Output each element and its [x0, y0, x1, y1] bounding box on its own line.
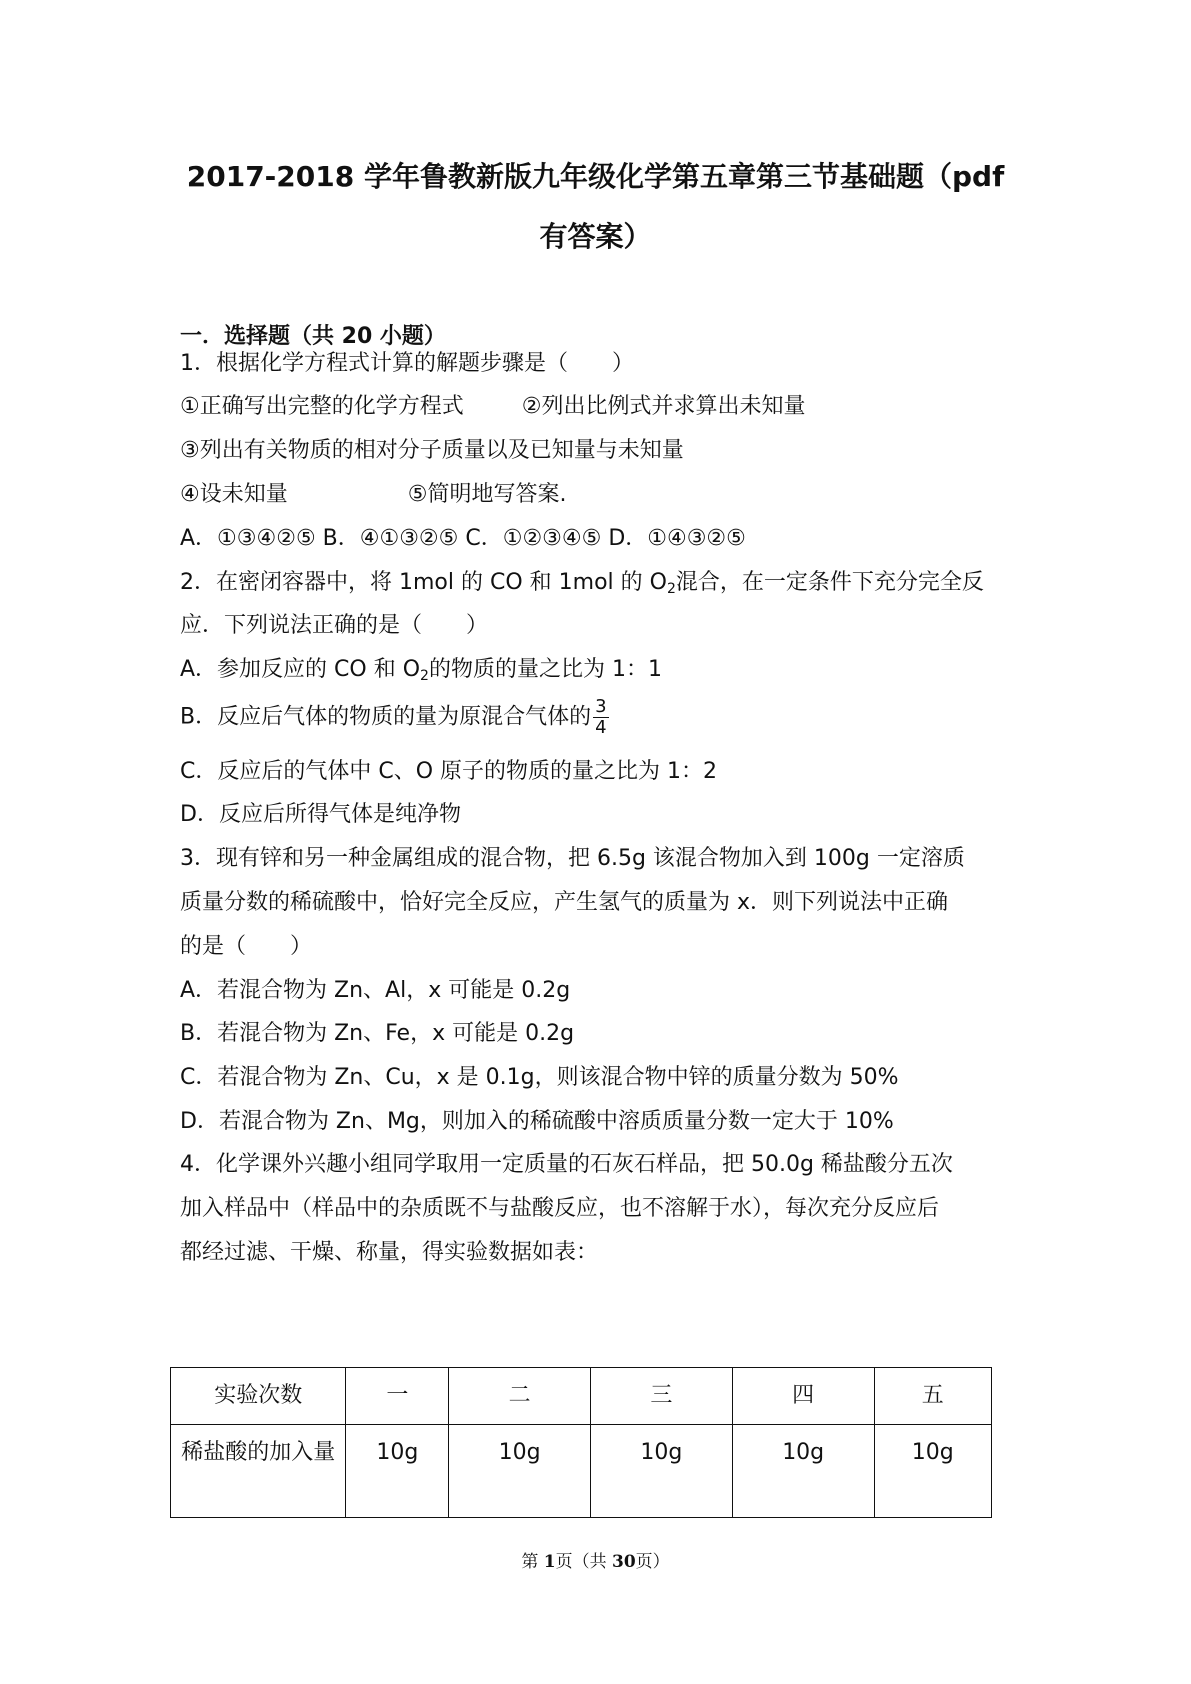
step-1: ①正确写出完整的化学方程式 [180, 394, 464, 419]
table-header-cell: 二 [449, 1368, 591, 1425]
q2-stem-part-a: 2．在密闭容器中，将 1mol 的 CO 和 1mol 的 O [180, 570, 667, 595]
table-cell: 10g [346, 1425, 449, 1518]
q2-a-pre: A．参加反应的 CO 和 O [180, 657, 421, 682]
question-2-option-d: D．反应后所得气体是纯净物 [180, 802, 461, 827]
q2-stem-part-b: 混合，在一定条件下充分完全反 [675, 570, 984, 595]
question-3-option-d: D．若混合物为 Zn、Mg，则加入的稀硫酸中溶质质量分数一定大于 10% [180, 1109, 894, 1134]
table-header-cell: 实验次数 [171, 1368, 346, 1425]
question-3-stem-line1: 3．现有锌和另一种金属组成的混合物，把 6.5g 该混合物加入到 100g 一定溶质 [180, 846, 965, 871]
subscript-2: 2 [666, 581, 676, 597]
fraction-numerator: 3 [595, 696, 607, 717]
table-row [171, 1425, 992, 1518]
footer-total-pages: 30 [611, 1552, 636, 1572]
question-4-stem-line1: 4．化学课外兴趣小组同学取用一定质量的石灰石样品，把 50.0g 稀盐酸分五次 [180, 1152, 953, 1177]
fraction-three-quarters [593, 697, 608, 738]
question-1-steps-row1 [180, 389, 805, 420]
table-cell: 10g [591, 1425, 733, 1518]
table-cell: 10g [874, 1425, 991, 1518]
fraction-denominator: 4 [595, 717, 607, 738]
step-2: ②列出比例式并求算出未知量 [521, 394, 806, 419]
question-2-option-b [180, 697, 609, 738]
step-5: ⑤简明地写答案. [407, 482, 567, 507]
question-1-options: A．①③④②⑤ B．④①③②⑤ C．①②③④⑤ D．①④③②⑤ [180, 526, 746, 551]
page-footer [0, 1547, 1191, 1572]
question-2-option-a [180, 652, 662, 684]
question-3-stem-line3: 的是（ ） [180, 934, 313, 959]
question-2-stem-line1 [180, 565, 984, 597]
footer-pre: 第 [521, 1552, 544, 1572]
footer-page-number: 1 [543, 1552, 556, 1572]
footer-mid: 页（共 [555, 1552, 612, 1572]
document-title-line1: 2017-2018 学年鲁教新版九年级化学第五章第三节基础题（pdf [186, 160, 1005, 193]
table-cell: 10g [732, 1425, 874, 1518]
footer-post: 页） [635, 1552, 670, 1572]
table-row-label: 稀盐酸的加入量 [171, 1425, 346, 1518]
question-4-stem-line2: 加入样品中（样品中的杂质既不与盐酸反应，也不溶解于水），每次充分反应后 [180, 1196, 940, 1221]
question-3-option-c: C．若混合物为 Zn、Cu，x 是 0.1g，则该混合物中锌的质量分数为 50% [180, 1065, 899, 1090]
document-title-line2: 有答案） [539, 220, 652, 253]
q2-a-post: 的物质的量之比为 1：1 [428, 657, 662, 682]
q2-b-text: B．反应后气体的物质的量为原混合气体的 [180, 704, 592, 730]
table-cell: 10g [449, 1425, 591, 1518]
table-header-cell: 四 [732, 1368, 874, 1425]
question-2-stem-line2: 应．下列说法正确的是（ ） [180, 613, 489, 638]
table-header-cell: 五 [874, 1368, 991, 1425]
question-3-option-a: A．若混合物为 Zn、Al，x 可能是 0.2g [180, 978, 571, 1003]
question-3-option-b: B．若混合物为 Zn、Fe，x 可能是 0.2g [180, 1021, 575, 1046]
question-3-stem-line2: 质量分数的稀硫酸中，恰好完全反应，产生氢气的质量为 x．则下列说法中正确 [180, 890, 949, 915]
table-header-row [171, 1368, 992, 1425]
question-1-stem: 1．根据化学方程式计算的解题步骤是（ ） [180, 351, 634, 376]
subscript-2: 2 [420, 668, 429, 684]
experiment-data-table [170, 1367, 992, 1518]
step-3: ③列出有关物质的相对分子质量以及已知量与未知量 [180, 438, 684, 463]
section-heading: 一．选择题（共 20 小题） [180, 324, 446, 349]
step-4: ④设未知量 [180, 482, 288, 507]
table-header-cell: 一 [346, 1368, 449, 1425]
question-1-steps-row3 [180, 477, 566, 508]
table-header-cell: 三 [591, 1368, 733, 1425]
question-4-stem-line3: 都经过滤、干燥、称量，得实验数据如表： [180, 1240, 599, 1265]
question-2-option-c: C．反应后的气体中 C、O 原子的物质的量之比为 1：2 [180, 759, 718, 784]
